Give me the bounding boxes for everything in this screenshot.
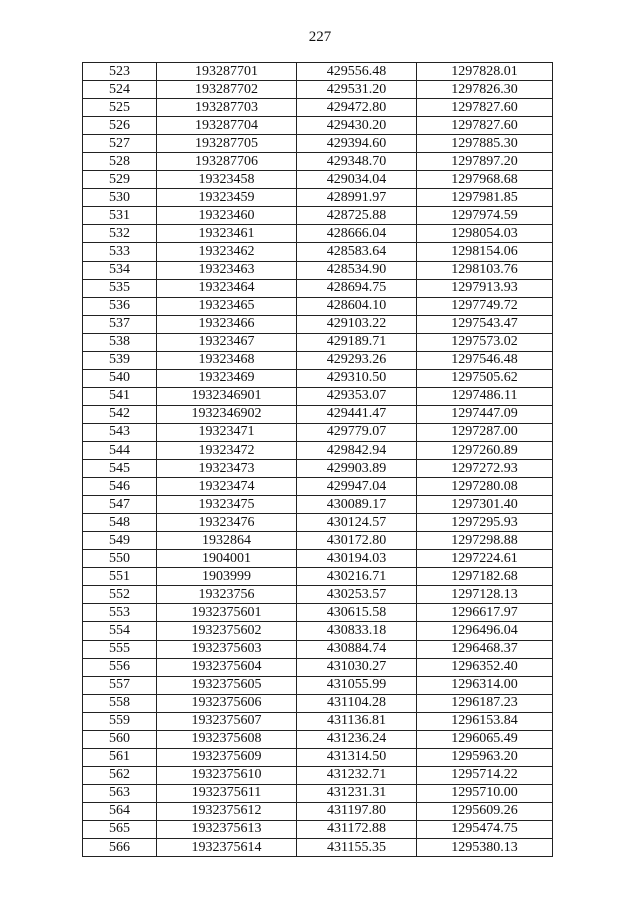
table-row [83,279,553,297]
y-coordinate-cell: 1297828.01 [417,63,553,81]
point-id-cell: 19323475 [157,496,297,514]
row-index-cell: 562 [83,766,157,784]
y-coordinate-cell: 1297885.30 [417,135,553,153]
x-coordinate-cell: 428604.10 [297,297,417,315]
x-coordinate-cell: 428725.88 [297,207,417,225]
x-coordinate-cell: 429353.07 [297,387,417,405]
point-id-cell: 19323476 [157,514,297,532]
row-index-cell: 548 [83,514,157,532]
y-coordinate-cell: 1297295.93 [417,514,553,532]
table-row [83,387,553,405]
point-id-cell: 1932375608 [157,730,297,748]
point-id-cell: 1932375614 [157,839,297,857]
x-coordinate-cell: 430172.80 [297,532,417,550]
row-index-cell: 539 [83,351,157,369]
table-row [83,153,553,171]
y-coordinate-cell: 1296314.00 [417,676,553,694]
x-coordinate-cell: 429556.48 [297,63,417,81]
table-row [83,297,553,315]
point-id-cell: 1904001 [157,550,297,568]
point-id-cell: 19323469 [157,369,297,387]
row-index-cell: 529 [83,171,157,189]
y-coordinate-cell: 1296496.04 [417,622,553,640]
point-id-cell: 19323468 [157,351,297,369]
y-coordinate-cell: 1297128.13 [417,586,553,604]
y-coordinate-cell: 1296153.84 [417,712,553,730]
y-coordinate-cell: 1297486.11 [417,387,553,405]
row-index-cell: 535 [83,279,157,297]
row-index-cell: 558 [83,694,157,712]
y-coordinate-cell: 1297974.59 [417,207,553,225]
x-coordinate-cell: 431172.88 [297,820,417,838]
row-index-cell: 565 [83,820,157,838]
point-id-cell: 19323472 [157,441,297,459]
y-coordinate-cell: 1297301.40 [417,496,553,514]
x-coordinate-cell: 428666.04 [297,225,417,243]
table-row [83,478,553,496]
row-index-cell: 538 [83,333,157,351]
y-coordinate-cell: 1297913.93 [417,279,553,297]
y-coordinate-cell: 1297272.93 [417,460,553,478]
y-coordinate-cell: 1296065.49 [417,730,553,748]
x-coordinate-cell: 428694.75 [297,279,417,297]
table-row [83,676,553,694]
point-id-cell: 1932375613 [157,820,297,838]
y-coordinate-cell: 1295714.22 [417,766,553,784]
table-row [83,171,553,189]
x-coordinate-cell: 429348.70 [297,153,417,171]
y-coordinate-cell: 1297287.00 [417,423,553,441]
table-row [83,99,553,117]
x-coordinate-cell: 430884.74 [297,640,417,658]
table-row [83,243,553,261]
row-index-cell: 560 [83,730,157,748]
table-row [83,784,553,802]
page-number: 227 [308,29,332,45]
point-id-cell: 1932375611 [157,784,297,802]
table-row [83,225,553,243]
row-index-cell: 541 [83,387,157,405]
row-index-cell: 561 [83,748,157,766]
table-row [83,441,553,459]
x-coordinate-cell: 429310.50 [297,369,417,387]
table-row [83,802,553,820]
table-row [83,748,553,766]
point-id-cell: 19323474 [157,478,297,496]
y-coordinate-cell: 1297968.68 [417,171,553,189]
y-coordinate-cell: 1297826.30 [417,81,553,99]
y-coordinate-cell: 1296468.37 [417,640,553,658]
point-id-cell: 1932346901 [157,387,297,405]
point-id-cell: 1932346902 [157,405,297,423]
x-coordinate-cell: 431030.27 [297,658,417,676]
y-coordinate-cell: 1298054.03 [417,225,553,243]
row-index-cell: 532 [83,225,157,243]
x-coordinate-cell: 429430.20 [297,117,417,135]
row-index-cell: 540 [83,369,157,387]
x-coordinate-cell: 431236.24 [297,730,417,748]
y-coordinate-cell: 1297827.60 [417,99,553,117]
y-coordinate-cell: 1297573.02 [417,333,553,351]
table-row [83,586,553,604]
row-index-cell: 550 [83,550,157,568]
table-row [83,315,553,333]
table-row [83,622,553,640]
row-index-cell: 528 [83,153,157,171]
table-row [83,658,553,676]
x-coordinate-cell: 429394.60 [297,135,417,153]
x-coordinate-cell: 430124.57 [297,514,417,532]
table-row [83,369,553,387]
y-coordinate-cell: 1297827.60 [417,117,553,135]
point-id-cell: 19323461 [157,225,297,243]
row-index-cell: 554 [83,622,157,640]
row-index-cell: 524 [83,81,157,99]
point-id-cell: 1932375612 [157,802,297,820]
y-coordinate-cell: 1297280.08 [417,478,553,496]
y-coordinate-cell: 1296352.40 [417,658,553,676]
table-row [83,568,553,586]
x-coordinate-cell: 431197.80 [297,802,417,820]
y-coordinate-cell: 1297981.85 [417,189,553,207]
table-row [83,405,553,423]
y-coordinate-cell: 1297897.20 [417,153,553,171]
x-coordinate-cell: 431231.31 [297,784,417,802]
row-index-cell: 534 [83,261,157,279]
x-coordinate-cell: 430194.03 [297,550,417,568]
point-id-cell: 1903999 [157,568,297,586]
table-row [83,820,553,838]
x-coordinate-cell: 429034.04 [297,171,417,189]
row-index-cell: 536 [83,297,157,315]
y-coordinate-cell: 1297543.47 [417,315,553,333]
x-coordinate-cell: 429903.89 [297,460,417,478]
y-coordinate-cell: 1297224.61 [417,550,553,568]
x-coordinate-cell: 429947.04 [297,478,417,496]
x-coordinate-cell: 429189.71 [297,333,417,351]
row-index-cell: 546 [83,478,157,496]
y-coordinate-cell: 1297182.68 [417,568,553,586]
point-id-cell: 193287701 [157,63,297,81]
point-id-cell: 19323463 [157,261,297,279]
y-coordinate-cell: 1297546.48 [417,351,553,369]
row-index-cell: 564 [83,802,157,820]
table-row [83,514,553,532]
table-row [83,640,553,658]
point-id-cell: 193287705 [157,135,297,153]
y-coordinate-cell: 1298103.76 [417,261,553,279]
point-id-cell: 1932375610 [157,766,297,784]
table-row [83,351,553,369]
y-coordinate-cell: 1296617.97 [417,604,553,622]
y-coordinate-cell: 1297260.89 [417,441,553,459]
table-row [83,135,553,153]
table-row [83,532,553,550]
table-row [83,333,553,351]
row-index-cell: 530 [83,189,157,207]
row-index-cell: 557 [83,676,157,694]
point-id-cell: 19323756 [157,586,297,604]
table-row [83,460,553,478]
x-coordinate-cell: 429531.20 [297,81,417,99]
point-id-cell: 193287702 [157,81,297,99]
y-coordinate-cell: 1297505.62 [417,369,553,387]
y-coordinate-cell: 1295710.00 [417,784,553,802]
y-coordinate-cell: 1296187.23 [417,694,553,712]
y-coordinate-cell: 1297749.72 [417,297,553,315]
point-id-cell: 19323458 [157,171,297,189]
y-coordinate-cell: 1297298.88 [417,532,553,550]
table-row [83,730,553,748]
x-coordinate-cell: 429779.07 [297,423,417,441]
point-id-cell: 19323466 [157,315,297,333]
coordinates-table-body [83,63,553,857]
row-index-cell: 525 [83,99,157,117]
row-index-cell: 549 [83,532,157,550]
point-id-cell: 193287703 [157,99,297,117]
point-id-cell: 193287704 [157,117,297,135]
point-id-cell: 1932375601 [157,604,297,622]
point-id-cell: 1932375607 [157,712,297,730]
x-coordinate-cell: 429293.26 [297,351,417,369]
x-coordinate-cell: 429472.80 [297,99,417,117]
row-index-cell: 563 [83,784,157,802]
row-index-cell: 533 [83,243,157,261]
row-index-cell: 527 [83,135,157,153]
table-row [83,261,553,279]
row-index-cell: 545 [83,460,157,478]
point-id-cell: 1932375603 [157,640,297,658]
y-coordinate-cell: 1295609.26 [417,802,553,820]
row-index-cell: 523 [83,63,157,81]
row-index-cell: 544 [83,441,157,459]
point-id-cell: 19323473 [157,460,297,478]
x-coordinate-cell: 431155.35 [297,839,417,857]
x-coordinate-cell: 430253.57 [297,586,417,604]
table-row [83,189,553,207]
point-id-cell: 19323465 [157,297,297,315]
row-index-cell: 555 [83,640,157,658]
x-coordinate-cell: 430089.17 [297,496,417,514]
table-row [83,694,553,712]
y-coordinate-cell: 1295380.13 [417,839,553,857]
x-coordinate-cell: 430615.58 [297,604,417,622]
x-coordinate-cell: 429103.22 [297,315,417,333]
table-row [83,496,553,514]
point-id-cell: 1932375605 [157,676,297,694]
y-coordinate-cell: 1297447.09 [417,405,553,423]
row-index-cell: 526 [83,117,157,135]
point-id-cell: 1932864 [157,532,297,550]
x-coordinate-cell: 428991.97 [297,189,417,207]
point-id-cell: 1932375609 [157,748,297,766]
table-row [83,207,553,225]
x-coordinate-cell: 430833.18 [297,622,417,640]
point-id-cell: 19323462 [157,243,297,261]
x-coordinate-cell: 431232.71 [297,766,417,784]
x-coordinate-cell: 428583.64 [297,243,417,261]
x-coordinate-cell: 428534.90 [297,261,417,279]
point-id-cell: 19323467 [157,333,297,351]
table-row [83,604,553,622]
point-id-cell: 19323464 [157,279,297,297]
table-row [83,839,553,857]
row-index-cell: 551 [83,568,157,586]
x-coordinate-cell: 431314.50 [297,748,417,766]
table-row [83,81,553,99]
x-coordinate-cell: 431104.28 [297,694,417,712]
x-coordinate-cell: 430216.71 [297,568,417,586]
x-coordinate-cell: 431055.99 [297,676,417,694]
row-index-cell: 543 [83,423,157,441]
row-index-cell: 553 [83,604,157,622]
table-row [83,423,553,441]
row-index-cell: 556 [83,658,157,676]
row-index-cell: 537 [83,315,157,333]
table-row [83,712,553,730]
y-coordinate-cell: 1295963.20 [417,748,553,766]
row-index-cell: 547 [83,496,157,514]
point-id-cell: 1932375604 [157,658,297,676]
row-index-cell: 566 [83,839,157,857]
point-id-cell: 1932375606 [157,694,297,712]
row-index-cell: 531 [83,207,157,225]
coordinates-table [82,62,553,857]
point-id-cell: 193287706 [157,153,297,171]
x-coordinate-cell: 429441.47 [297,405,417,423]
point-id-cell: 19323471 [157,423,297,441]
point-id-cell: 19323460 [157,207,297,225]
table-row [83,63,553,81]
x-coordinate-cell: 429842.94 [297,441,417,459]
row-index-cell: 552 [83,586,157,604]
row-index-cell: 559 [83,712,157,730]
row-index-cell: 542 [83,405,157,423]
table-row [83,550,553,568]
y-coordinate-cell: 1295474.75 [417,820,553,838]
x-coordinate-cell: 431136.81 [297,712,417,730]
point-id-cell: 1932375602 [157,622,297,640]
y-coordinate-cell: 1298154.06 [417,243,553,261]
point-id-cell: 19323459 [157,189,297,207]
table-row [83,766,553,784]
table-row [83,117,553,135]
